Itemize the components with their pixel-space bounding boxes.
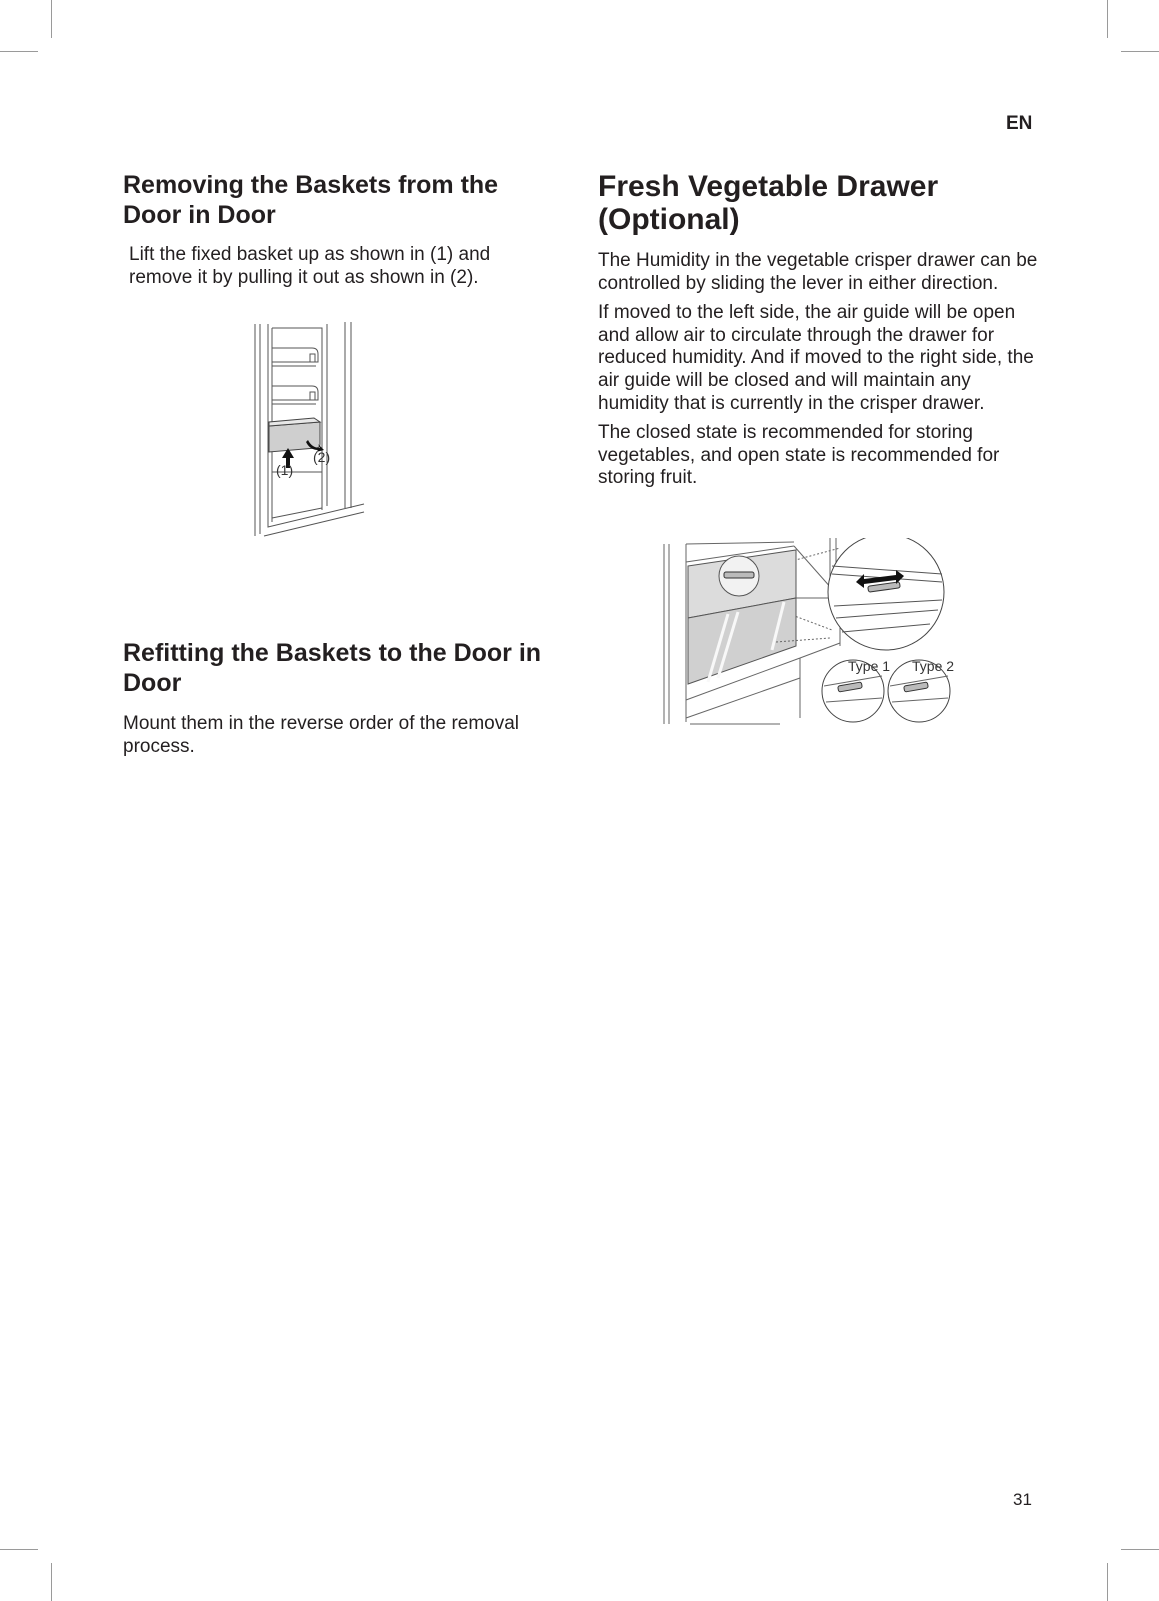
- door-basket-figure: [252, 322, 372, 542]
- crop-mark: [0, 51, 38, 52]
- crop-mark: [51, 0, 52, 38]
- removing-heading: Removing the Baskets from the Door in Door: [123, 171, 499, 229]
- crop-mark: [1121, 51, 1159, 52]
- vegetable-drawer-heading: Fresh Vegetable Drawer (Optional): [598, 170, 939, 236]
- vegetable-drawer-figure: [660, 538, 980, 738]
- refitting-heading: Refitting the Baskets to the Door in Door: [123, 639, 542, 697]
- crop-mark: [0, 1549, 38, 1550]
- crop-mark: [1107, 0, 1108, 38]
- crop-mark: [51, 1563, 52, 1601]
- refitting-body: Mount them in the reverse order of the removal process.: [123, 713, 520, 757]
- door-basket-illustration: [252, 322, 372, 542]
- crisper-drawer-illustration: [660, 538, 980, 738]
- paragraph-3: The closed state is recommended for storing vegetables, and open state is recommended for storing fruit.: [598, 422, 1000, 489]
- type-2-label: Type 2: [912, 658, 955, 674]
- refitting-section: [123, 638, 553, 758]
- crop-mark: [1107, 1563, 1108, 1601]
- right-column: [598, 170, 1043, 490]
- left-column: [123, 170, 553, 289]
- step-1-label: (1): [276, 462, 294, 478]
- removing-body: Lift the fixed basket up as shown in (1) and remove it by pulling it out as shown in (2).: [129, 244, 491, 288]
- step-2-label: (2): [313, 449, 331, 465]
- paragraph-1: The Humidity in the vegetable crisper drawer can be controlled by sliding the lever in either direction.: [598, 250, 1038, 294]
- language-tag: EN: [1006, 113, 1033, 134]
- type-1-label: Type 1: [848, 658, 891, 674]
- crop-mark: [1121, 1549, 1159, 1550]
- paragraph-2: If moved to the left side, the air guide will be open and allow air to circulate through the drawer for reduced humidity. And if moved to the right side, the air guide will be closed and will maintain any humidity that is currently in the crisper drawer.: [598, 302, 1034, 414]
- page-number: 31: [1013, 1490, 1032, 1509]
